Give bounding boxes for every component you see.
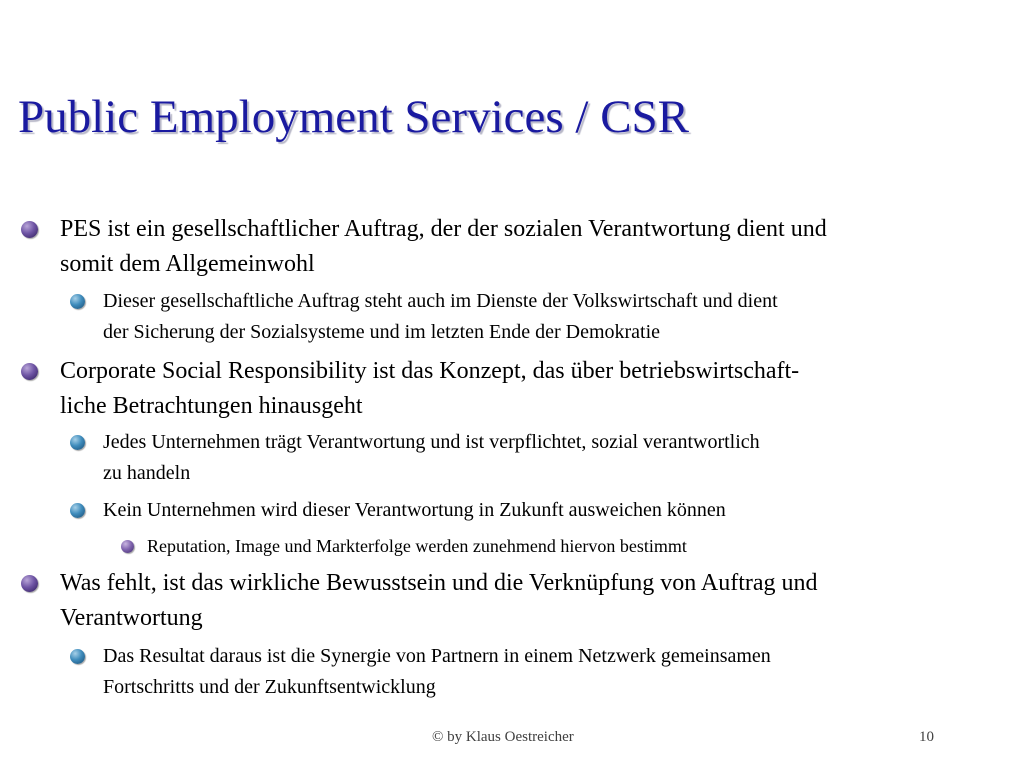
bullet-icon [70,503,85,518]
slide-title: Public Employment Services / CSR [18,91,690,143]
bullet-line: Verantwortung [60,605,203,631]
bullet-icon [21,363,38,380]
sub-bullet-item [103,286,993,348]
bullet-line: zu handeln [103,462,191,484]
bullet-line: PES ist ein gesellschaftlicher Auftrag, der der sozialen Verantwortung dient und [60,216,827,242]
bullet-icon [21,575,38,592]
bullet-icon [121,540,134,553]
sub-bullet-item [103,641,993,703]
footer-copyright: © by Klaus Oestreicher [432,729,574,745]
sub-bullet-item [103,427,993,489]
bullet-icon [21,221,38,238]
bullet-icon [70,294,85,309]
bullet-line: Corporate Social Responsibility ist das Konzept, das über betriebswirtschaft- [60,358,800,384]
bullet-line: der Sicherung der Sozialsysteme und im letzten Ende der Demokratie [103,321,661,343]
bullet-line: somit dem Allgemeinwohl [60,251,315,277]
bullet-line: Fortschritts und der Zukunftsentwicklung [103,676,436,698]
bullet-line: liche Betrachtungen hinausgeht [60,393,363,419]
bullet-line: Reputation, Image und Markterfolge werden zunehmend hiervon bestimmt [147,536,687,556]
bullet-icon [70,435,85,450]
sub-sub-bullet-item [147,534,997,559]
bullet-line: Was fehlt, ist das wirkliche Bewusstsein und die Verknüpfung von Auftrag und [60,570,818,596]
bullet-line: Das Resultat daraus ist die Synergie von Partnern in einem Netzwerk gemeinsamen [103,645,771,667]
footer-page-number: 10 [919,729,934,745]
bullet-item [60,566,990,636]
bullet-line: Jedes Unternehmen trägt Verantwortung und ist verpflichtet, sozial verantwortlich [103,431,760,453]
sub-bullet-item [103,495,993,526]
bullet-line: Dieser gesellschaftliche Auftrag steht auch im Dienste der Volkswirtschaft und dient [103,290,778,312]
bullet-item [60,212,990,282]
bullet-icon [70,649,85,664]
bullet-item [60,354,990,424]
bullet-line: Kein Unternehmen wird dieser Verantwortung in Zukunft ausweichen können [103,499,726,521]
